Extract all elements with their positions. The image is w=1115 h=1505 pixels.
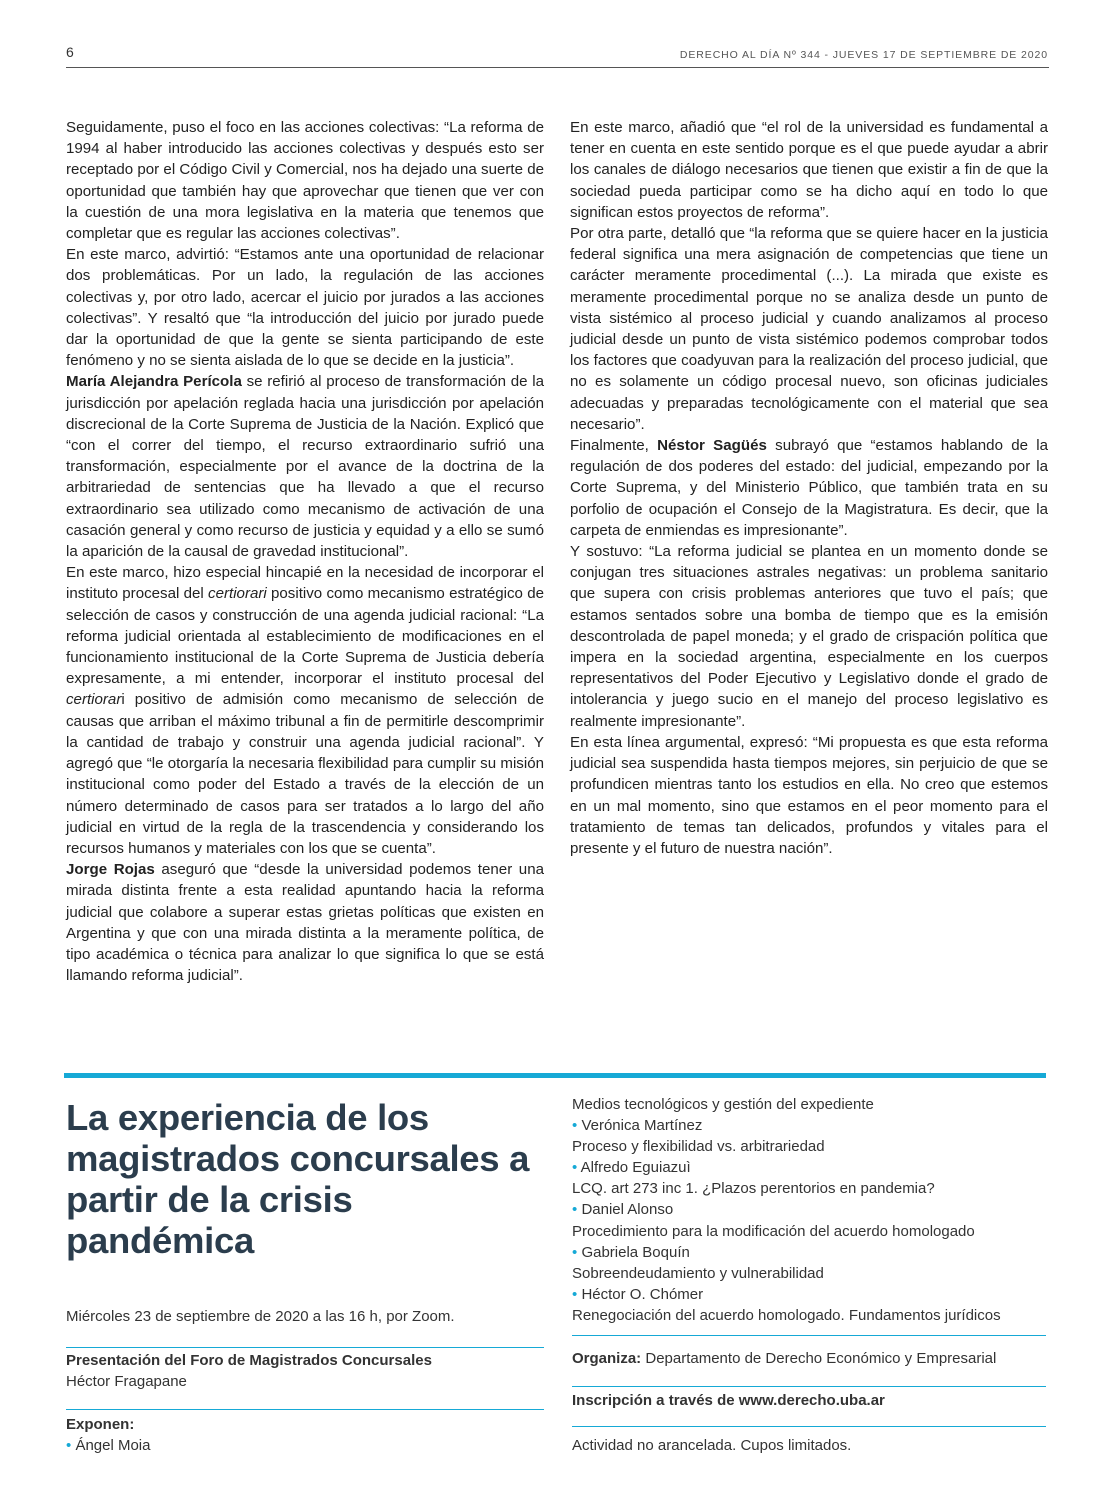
divider xyxy=(572,1386,1046,1387)
event-date: Miércoles 23 de septiembre de 2020 a las 16 h, por Zoom. xyxy=(66,1308,455,1325)
bullet-icon: • xyxy=(66,1437,72,1454)
speaker-item xyxy=(66,1435,544,1456)
article-paragraph: Por otra parte, detalló que “la reforma que se quiere hacer en la justicia federal significa una mera asignación de competencias que tiene un carácter meramente procedimental (...). La mirada que existe es meramente procedimental porque no se analiza desde un punto de vista sistémico al proceso judicial y cuando analizamos al proceso judicial desde un punto de vista sistémico podemos comprobar todos los factores que coadyuvan para la realización del proceso judicial, que no es solamente un código procesal nuevo, son oficinas judiciales adecuadas y preparadas tecnológicamente con el material que sea necesario”. xyxy=(570,225,1048,433)
program-speaker xyxy=(572,1242,1046,1263)
bullet-icon: • xyxy=(572,1159,578,1177)
article-paragraph: Seguidamente, puso el foco en las acciones colectivas: “La reforma de 1994 al haber introducido las acciones colectivas y después esto ser receptado por el Código Civil y Comercial, nos ha dejado una suerte de oportunidad que también hay que aprovechar que tienen que ver con la cuestión de una mora legislativa en la materia que tenemos que completar que es regular las acciones colectivas”. xyxy=(66,119,544,243)
paragraph-text: En este marco, hizo especial hincapié en la necesidad de incorporar el instituto procesal del xyxy=(66,564,544,603)
organizer-line xyxy=(572,1348,1046,1369)
speaker-name: Gabriela Boquín xyxy=(581,1243,690,1261)
organizer-value: Departamento de Derecho Económico y Empresarial xyxy=(645,1350,997,1367)
article-column-left xyxy=(66,117,544,986)
presentation-block xyxy=(66,1350,544,1392)
article-paragraph xyxy=(570,435,1048,541)
article-paragraph xyxy=(66,371,544,562)
speaker-name: Néstor Sagüés xyxy=(657,437,767,455)
registration-info: Inscripción a través de www.derecho.uba.ar xyxy=(572,1392,885,1409)
divider xyxy=(572,1426,1046,1427)
publication-header: DERECHO AL DÍA Nº 344 - JUEVES 17 DE SEPTIEMBRE DE 2020 xyxy=(679,49,1048,61)
article-paragraph: En este marco, advirtió: “Estamos ante una oportunidad de relacionar dos problemáticas. Por un lado, la regulación de las acciones colectivas y, por otro lado, acercar el juicio por jurados a las acciones colectivas”. Y resaltó que “la introducción del juicio por jurado puede dar la oportunidad de que la gente se sienta participando de este fenómeno y no se sienta aislada de lo que se decide en la justicia”. xyxy=(66,246,544,370)
paragraph-text: Finalmente, xyxy=(570,437,658,455)
article-paragraph xyxy=(66,859,544,986)
paragraph-text: subrayó que “estamos hablando de la regulación de dos poderes del estado: del judicial, empezando por la Corte Suprema, y del Ministerio Público, que también trata en su porfolio de ocupación el Consejo de la Magistratura. Es decir, que la carpeta de enmiendas es impresionante”. xyxy=(570,437,1049,539)
speaker-name: Alfredo Eguiazuì xyxy=(580,1159,691,1177)
bullet-icon: • xyxy=(572,1201,578,1219)
speaker-name: Héctor O. Chómer xyxy=(581,1285,704,1303)
paragraph-text: aseguró que “desde la universidad podemos tener una mirada distinta frente a esta realidad apuntando hacia la reforma judicial que colabore a superar estas grietas políticas que existen en Argentina y que con una mirada distinta a la meramente política, de tipo académica o técnica para analizar lo que significa lo que se está llamando reforma judicial”. xyxy=(66,861,544,985)
paragraph-text: positivo como mecanismo estratégico de selección de casos y construcción de una agenda judicial racional: “La reforma judicial orientada al establecimiento de modificaciones en el funcionamiento institucional de la Corte Suprema de Justicia debería expresamente, a mi entender, incorporar el instituto procesal del xyxy=(66,585,544,688)
program-speaker xyxy=(572,1115,1046,1136)
bullet-icon: • xyxy=(572,1117,578,1135)
program-topic: Renegociación del acuerdo homologado. Fundamentos jurídicos xyxy=(572,1306,1001,1324)
presentation-speaker: Héctor Fragapane xyxy=(66,1373,187,1390)
speaker-name: Daniel Alonso xyxy=(581,1201,674,1219)
divider xyxy=(66,1347,544,1348)
activity-note: Actividad no arancelada. Cupos limitados. xyxy=(572,1437,852,1454)
article-paragraph xyxy=(66,562,544,859)
speakers-label: Exponen: xyxy=(66,1416,135,1433)
organizer-label: Organiza: xyxy=(572,1350,642,1367)
divider xyxy=(572,1335,1046,1336)
presentation-label: Presentación del Foro de Magistrados Concursales xyxy=(66,1352,432,1369)
speaker-name: Verónica Martínez xyxy=(581,1117,703,1135)
article-paragraph: Y sostuvo: “La reforma judicial se plantea en un momento donde se conjugan tres situaciones astrales negativas: un problema sanitario que supera con crisis problemas anteriores que tuvo el país; que estamos sentados sobre una bomba de tiempo que es la emisión descontrolada de papel moneda; y el grado de crispación política que impera en la sociedad argentina, especialmente en los cuerpos representativos del Poder Ejecutivo y Legislativo donde el grado de intolerancia y juego sucio en el manejo del proceso legislativo es realmente impresionante”. xyxy=(570,543,1048,730)
latin-term: certiorar xyxy=(66,691,122,709)
program-topic: Proceso y flexibilidad vs. arbitrariedad xyxy=(572,1138,825,1156)
bullet-icon: • xyxy=(572,1285,578,1303)
paragraph-text: i positivo de admisión como mecanismo de selección de causas que arriban el máximo tribunal a fin de permitirle descomprimir la cantidad de trabajo y construir una agenda judicial racional”. Y agregó que “le otorgaría la necesaria flexibilidad para cumplir su misión institucional como poder del Estado a través de la elección de un número determinado de casos para ser tratados a lo largo del año judicial en virtud de la regla de la trascendencia y considerando los recursos humanos y materiales con los que se cuenta”. xyxy=(66,691,544,857)
event-title: La experiencia de los magistrados concursales a partir de la crisis pandémica xyxy=(66,1097,530,1261)
program-topic: Medios tecnológicos y gestión del expediente xyxy=(572,1096,874,1113)
speaker-name: Ángel Moia xyxy=(75,1437,151,1454)
article-paragraph: En este marco, añadió que “el rol de la universidad es fundamental a tener en cuenta en este sentido porque es el que puede ayudar a abrir los canales de diálogo necesarios que tienen que existir a fin de que la sociedad pueda participar como se ha dicho aquí en todo lo que significan estos proyectos de reforma”. xyxy=(570,119,1048,221)
program-topic: Procedimiento para la modificación del acuerdo homologado xyxy=(572,1222,975,1240)
event-box-top-rule xyxy=(64,1073,1046,1078)
speaker-name: Jorge Rojas xyxy=(66,861,155,879)
article-paragraph: En esta línea argumental, expresó: “Mi propuesta es que esta reforma judicial sea suspendida hasta tiempos mejores, sin perjuicio de que se profundicen mientras tanto los estudios en ella. No creo que estemos en un mal momento, sino que estamos en el peor momento para el tratamiento de temas tan delicados, profundos y vitales para el presente y el futuro de nuestra nación”. xyxy=(570,733,1048,857)
program-list xyxy=(572,1094,1046,1326)
page-number: 6 xyxy=(66,44,74,60)
latin-term: certiorari xyxy=(208,585,267,603)
speakers-block xyxy=(66,1414,544,1456)
speaker-name: María Alejandra Perícola xyxy=(66,373,242,391)
program-speaker xyxy=(572,1199,1046,1220)
bullet-icon: • xyxy=(572,1243,578,1261)
program-speaker xyxy=(572,1284,1046,1305)
article-column-right xyxy=(570,117,1048,859)
paragraph-text: se refirió al proceso de transformación de la jurisdicción por apelación reglada hacia una jurisdicción por apelación discrecional de la Corte Suprema de Justicia de la Nación. Explicó que “con el correr del tiempo, el recurso extraordinario sufrió una transformación, especialmente por el avance de la doctrina de la arbitrariedad de sentencias que ha llevado a que el recurso extraordinario sea utilizado como mecanismo de activación de una casación general y como recurso de justicia y equidad y a ello se sumó la aparición de la causal de gravedad institucional”. xyxy=(66,373,544,561)
program-topic: Sobreendeudamiento y vulnerabilidad xyxy=(572,1264,824,1282)
program-topic: LCQ. art 273 inc 1. ¿Plazos perentorios en pandemia? xyxy=(572,1180,935,1198)
program-speaker xyxy=(572,1157,1046,1178)
divider xyxy=(66,1409,544,1410)
header-divider xyxy=(66,67,1049,68)
